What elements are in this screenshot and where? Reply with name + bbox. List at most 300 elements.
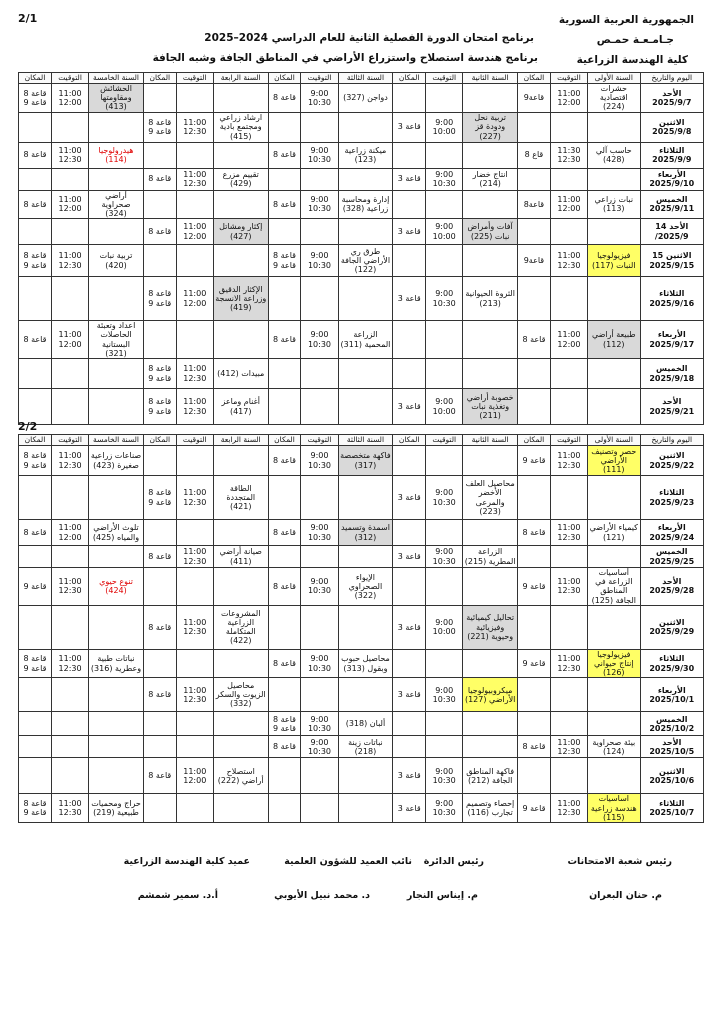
course-cell: [588, 476, 641, 520]
room-cell: [393, 321, 426, 359]
column-header: السنة الخامسة: [89, 435, 144, 446]
course-cell: [463, 321, 518, 359]
course-cell: [463, 245, 518, 277]
time-cell: 9:00 10:30: [301, 245, 338, 277]
room-cell: [268, 605, 301, 649]
room-cell: قاعة 8: [268, 736, 301, 758]
course-cell: تحاليل كيميائية وفيزيائية وحيوية (221): [463, 605, 518, 649]
room-cell: قاعة 8: [143, 678, 176, 712]
time-cell: [426, 359, 463, 389]
course-cell: [213, 794, 268, 823]
course-cell: [213, 520, 268, 546]
column-header: التوقيت: [176, 73, 213, 84]
course-cell: تلوث الأراضي والمياه (425): [89, 520, 144, 546]
course-cell: ميكروبيولوجيا الأراضي (127): [463, 678, 518, 712]
course-cell: كيمياء الأراضي (121): [588, 520, 641, 546]
room-cell: قاعة 8: [143, 605, 176, 649]
course-cell: محاصيل العلف الأخضر والمرعى (223): [463, 476, 518, 520]
course-cell: [463, 190, 518, 219]
dean-name: أ.د. سمير شمشم: [137, 890, 218, 901]
room-cell: [268, 476, 301, 520]
time-cell: [51, 476, 88, 520]
room-cell: [268, 389, 301, 425]
course-cell: [463, 359, 518, 389]
course-cell: تربية نحل ودودة قز (227): [463, 112, 518, 142]
room-cell: [268, 794, 301, 823]
column-header: المكان: [393, 435, 426, 446]
table-row: [19, 605, 704, 649]
time-cell: [51, 736, 88, 758]
table-row: [19, 520, 704, 546]
course-cell: [463, 649, 518, 678]
room-cell: قاعة 3: [393, 605, 426, 649]
vice-dean-title: نائب العميد للشؤون العلمية: [284, 856, 412, 867]
course-cell: الحشائش ومقاومتها (413): [89, 84, 144, 113]
time-cell: 9:00 10:00: [426, 389, 463, 425]
time-cell: [51, 605, 88, 649]
room-cell: [268, 546, 301, 568]
room-cell: قاعة 8: [518, 520, 551, 546]
room-cell: قاعة 9: [518, 794, 551, 823]
course-cell: هيدرولوجيا (114): [89, 142, 144, 168]
course-cell: ارشاد زراعي ومجتمع بادية (415): [213, 112, 268, 142]
room-cell: [393, 190, 426, 219]
time-cell: [426, 446, 463, 476]
day-date-cell: الثلاثاء 2025/9/9: [640, 142, 703, 168]
column-header: المكان: [518, 435, 551, 446]
column-header: السنة الثالثة: [338, 435, 393, 446]
time-cell: [176, 568, 213, 606]
course-cell: [338, 605, 393, 649]
room-cell: قاعة 8 قاعة 9: [19, 245, 52, 277]
room-cell: قاعة 8 قاعة 9: [143, 359, 176, 389]
course-cell: [463, 84, 518, 113]
table-row: [19, 321, 704, 359]
time-cell: 11:00 12:30: [550, 446, 587, 476]
time-cell: 11:00 12:30: [176, 389, 213, 425]
room-cell: قاعة 8 قاعة 9: [268, 712, 301, 736]
country-name: الجمهورية العربية السورية: [558, 14, 694, 26]
header-row: [19, 73, 704, 84]
room-cell: [518, 389, 551, 425]
time-cell: [51, 712, 88, 736]
vice-dean-name: د. محمد نبيل الأيوبي: [274, 890, 370, 901]
column-header: اليوم والتاريخ: [640, 73, 703, 84]
room-cell: [19, 359, 52, 389]
column-header: التوقيت: [51, 73, 88, 84]
time-cell: [426, 712, 463, 736]
page-number-1: 2/1: [18, 12, 38, 25]
day-date-cell: الأحد 2025/9/28: [640, 568, 703, 606]
time-cell: [550, 678, 587, 712]
table-row: [19, 245, 704, 277]
room-cell: [268, 168, 301, 190]
room-cell: [268, 678, 301, 712]
course-cell: [463, 520, 518, 546]
day-date-cell: الثلاثاء 2025/10/7: [640, 794, 703, 823]
room-cell: [143, 446, 176, 476]
time-cell: 11:00 12:00: [51, 321, 88, 359]
course-cell: [463, 736, 518, 758]
course-cell: [588, 219, 641, 245]
time-cell: [51, 546, 88, 568]
room-cell: [19, 476, 52, 520]
time-cell: [301, 359, 338, 389]
time-cell: 11:00 12:00: [550, 321, 587, 359]
time-cell: [301, 277, 338, 321]
course-cell: الطاقة المتجددة (421): [213, 476, 268, 520]
course-cell: [463, 446, 518, 476]
time-cell: 9:00 10:30: [301, 190, 338, 219]
time-cell: 11:00 12:30: [51, 649, 88, 678]
dean-title: عميد كلية الهندسة الزراعية: [123, 856, 250, 867]
room-cell: [518, 712, 551, 736]
room-cell: قاع 8: [518, 142, 551, 168]
table-row: [19, 476, 704, 520]
course-cell: [89, 758, 144, 794]
table-row: [19, 568, 704, 606]
exams-head-name: م. حنان البعران: [589, 890, 662, 901]
time-cell: [550, 712, 587, 736]
day-date-cell: الأحد 2025/9/21: [640, 389, 703, 425]
time-cell: [51, 758, 88, 794]
time-cell: 9:00 10:30: [301, 712, 338, 736]
time-cell: [301, 476, 338, 520]
column-header: السنة الثانية: [463, 73, 518, 84]
day-date-cell: الاثنين 2025/10/6: [640, 758, 703, 794]
room-cell: قاعة 8: [19, 190, 52, 219]
course-cell: نبات زراعي (113): [588, 190, 641, 219]
column-header: السنة الأولى: [588, 435, 641, 446]
header-row: [19, 435, 704, 446]
page-number-2: 2/2: [18, 420, 38, 433]
room-cell: قاعة 8 قاعة 9: [143, 112, 176, 142]
time-cell: [550, 112, 587, 142]
time-cell: 11:00 12:30: [51, 568, 88, 606]
column-header: المكان: [268, 435, 301, 446]
course-cell: فاكهة المناطق الجافة (212): [463, 758, 518, 794]
day-date-cell: الخميس 2025/9/25: [640, 546, 703, 568]
room-cell: قاعة 8: [268, 649, 301, 678]
course-cell: الثروة الحيوانية (213): [463, 277, 518, 321]
course-cell: حصر وتصنيف الأراضي (111): [588, 446, 641, 476]
faculty-name: كلية الهندسة الزراعية: [576, 54, 688, 66]
time-cell: [176, 190, 213, 219]
course-cell: إدارة ومحاسبة زراعية (328): [338, 190, 393, 219]
course-cell: [588, 546, 641, 568]
course-cell: [338, 277, 393, 321]
course-cell: [89, 219, 144, 245]
day-date-cell: الاثنين 15 2025/9/15: [640, 245, 703, 277]
time-cell: 11:00 12:30: [550, 649, 587, 678]
room-cell: [393, 142, 426, 168]
room-cell: قاعة 9: [518, 446, 551, 476]
room-cell: قاعة9: [518, 245, 551, 277]
room-cell: قاعة 8: [19, 142, 52, 168]
room-cell: [19, 736, 52, 758]
time-cell: [301, 758, 338, 794]
course-cell: [338, 758, 393, 794]
course-cell: [89, 168, 144, 190]
room-cell: [518, 758, 551, 794]
time-cell: [51, 219, 88, 245]
course-cell: طبيعة أراضي (112): [588, 321, 641, 359]
time-cell: 11:00 12:00: [550, 190, 587, 219]
time-cell: 9:00 10:30: [301, 649, 338, 678]
course-cell: [213, 245, 268, 277]
course-cell: دواجن (327): [338, 84, 393, 113]
room-cell: [143, 84, 176, 113]
time-cell: [176, 794, 213, 823]
day-date-cell: الاثنين 2025/9/29: [640, 605, 703, 649]
course-cell: [89, 112, 144, 142]
room-cell: قاعة 8: [518, 736, 551, 758]
time-cell: [426, 245, 463, 277]
day-date-cell: الأحد 2025/9/7: [640, 84, 703, 113]
time-cell: 9:00 10:30: [426, 476, 463, 520]
table-row: [19, 546, 704, 568]
room-cell: [19, 758, 52, 794]
time-cell: [176, 712, 213, 736]
column-header: السنة الرابعة: [213, 73, 268, 84]
time-cell: 11:00 12:30: [51, 245, 88, 277]
day-date-cell: الثلاثاء 2025/9/16: [640, 277, 703, 321]
time-cell: [550, 389, 587, 425]
room-cell: قاعة 3: [393, 678, 426, 712]
course-cell: تقييم مزرع (429): [213, 168, 268, 190]
exam-title: برنامج امتحان الدورة الفصلية الثانية للعام الدراسي 2024–2025: [204, 32, 534, 44]
course-cell: [588, 112, 641, 142]
column-header: المكان: [393, 73, 426, 84]
room-cell: قاعة 9: [19, 568, 52, 606]
time-cell: [51, 389, 88, 425]
course-cell: [213, 142, 268, 168]
course-cell: [89, 389, 144, 425]
day-date-cell: الأربعاء 2025/9/10: [640, 168, 703, 190]
program-subtitle: برنامج هندسة استصلاح واستزراع الأراضي في المناطق الجافة وشبه الجافة: [152, 52, 538, 64]
exam-table-page-1: [18, 72, 704, 425]
time-cell: [301, 168, 338, 190]
room-cell: قاعة 8: [518, 321, 551, 359]
room-cell: [393, 84, 426, 113]
column-header: السنة الرابعة: [213, 435, 268, 446]
day-date-cell: الأحد 2025/10/5: [640, 736, 703, 758]
column-header: التوقيت: [176, 435, 213, 446]
course-cell: الزراعة المطرية (215): [464, 547, 516, 566]
time-cell: 9:00 10:30: [301, 568, 338, 606]
day-date-cell: الخميس 2025/9/18: [640, 359, 703, 389]
time-cell: 11:00 12:30: [176, 605, 213, 649]
time-cell: [301, 546, 338, 568]
day-date-cell: الخميس 2025/10/2: [640, 712, 703, 736]
time-cell: [550, 758, 587, 794]
room-cell: [143, 649, 176, 678]
time-cell: 9:00 10:30: [301, 520, 338, 546]
time-cell: [176, 736, 213, 758]
room-cell: [19, 678, 52, 712]
column-header: التوقيت: [426, 435, 463, 446]
room-cell: [393, 245, 426, 277]
column-header: المكان: [518, 73, 551, 84]
course-cell: حشرات اقتصادية (224): [588, 84, 641, 113]
room-cell: [518, 678, 551, 712]
course-cell: إحصاء وتصميم تجارب (116): [463, 794, 518, 823]
room-cell: [518, 112, 551, 142]
course-cell: [213, 446, 268, 476]
room-cell: [143, 520, 176, 546]
room-cell: قاعة 9: [518, 568, 551, 606]
exam-table-page-2: [18, 434, 704, 823]
day-date-cell: الاثنين 2025/9/22: [640, 446, 703, 476]
room-cell: [143, 794, 176, 823]
time-cell: 11:00 12:00: [51, 520, 88, 546]
course-cell: [588, 359, 641, 389]
course-cell: انتاج خضار (214): [463, 168, 518, 190]
course-cell: [338, 168, 393, 190]
room-cell: [393, 568, 426, 606]
course-cell: محاصيل حبوب وبقول (313): [338, 649, 393, 678]
course-cell: نباتات طبية وعطرية (316): [89, 649, 144, 678]
time-cell: 9:00 10:30: [426, 794, 463, 823]
dept-head-title: رئيس الدائرة: [423, 856, 484, 867]
course-cell: تربية نبات (420): [89, 245, 144, 277]
course-cell: استصلاح أراضي (222): [213, 758, 268, 794]
table-row: [19, 389, 704, 425]
course-cell: محاصيل الزيوت والسكر (332): [213, 678, 268, 712]
table-row: [19, 219, 704, 245]
table-row: [19, 736, 704, 758]
time-cell: [51, 277, 88, 321]
course-cell: فاكهة متخصصة (317): [338, 446, 393, 476]
university-name: جـامـعـة حمـص: [596, 34, 674, 46]
course-cell: تنوع حيوي (424): [89, 568, 144, 606]
column-header: السنة الثالثة: [338, 73, 393, 84]
room-cell: [393, 649, 426, 678]
room-cell: [143, 321, 176, 359]
course-cell: حراج ومحميات طبيعية (219): [89, 794, 144, 823]
room-cell: [518, 168, 551, 190]
time-cell: 11:00 12:00: [176, 758, 213, 794]
exams-head-title: رئيس شعبة الامتحانات: [567, 856, 672, 867]
room-cell: قاعة9: [518, 84, 551, 113]
time-cell: 9:00 10:00: [426, 112, 463, 142]
room-cell: [19, 605, 52, 649]
room-cell: [143, 736, 176, 758]
room-cell: قاعة 3: [393, 476, 426, 520]
column-header: التوقيت: [301, 435, 338, 446]
room-cell: قاعة 9: [518, 649, 551, 678]
room-cell: قاعة 8: [143, 219, 176, 245]
course-cell: اعداد وتعبئة الحاصلات البستانية (321): [89, 321, 144, 359]
time-cell: [301, 112, 338, 142]
time-cell: [426, 649, 463, 678]
day-date-cell: الأربعاء 2025/10/1: [640, 678, 703, 712]
room-cell: [143, 142, 176, 168]
room-cell: [143, 568, 176, 606]
column-header: المكان: [143, 435, 176, 446]
time-cell: 9:00 10:00: [426, 219, 463, 245]
course-cell: [588, 168, 641, 190]
course-cell: الزراعة المحمية (311): [338, 321, 393, 359]
day-date-cell: الثلاثاء 2025/9/30: [640, 649, 703, 678]
table-row: [19, 446, 704, 476]
table-row: [19, 678, 704, 712]
time-cell: 9:00 10:30: [426, 168, 463, 190]
course-cell: ألبان (318): [338, 712, 393, 736]
time-cell: [426, 568, 463, 606]
room-cell: قاعة 8 قاعة 9: [143, 277, 176, 321]
time-cell: 11:00 12:30: [176, 112, 213, 142]
table-row: [19, 794, 704, 823]
room-cell: قاعة 3: [393, 389, 426, 425]
column-header: التوقيت: [51, 435, 88, 446]
course-cell: [588, 277, 641, 321]
course-cell: [338, 678, 393, 712]
time-cell: 9:00 10:30: [426, 678, 463, 712]
room-cell: قاعة 8: [143, 546, 176, 568]
table-row: [19, 142, 704, 168]
time-cell: [550, 277, 587, 321]
table-row: [19, 359, 704, 389]
day-date-cell: الثلاثاء 2025/9/23: [640, 476, 703, 520]
time-cell: [426, 520, 463, 546]
table-row: [19, 84, 704, 113]
course-cell: الإكثار الدقيق وزراعة الانسجة (419): [213, 277, 268, 321]
room-cell: قاعة 8 قاعة 9: [19, 446, 52, 476]
table-row: [19, 190, 704, 219]
course-cell: [89, 546, 144, 568]
room-cell: [518, 219, 551, 245]
room-cell: قاعة 8 قاعة 9: [143, 389, 176, 425]
time-cell: [301, 678, 338, 712]
day-date-cell: الاثنين 2025/9/8: [640, 112, 703, 142]
course-cell: [338, 112, 393, 142]
course-cell: مبيدات (412): [213, 359, 268, 389]
course-cell: [89, 736, 144, 758]
course-cell: [463, 142, 518, 168]
room-cell: [19, 712, 52, 736]
room-cell: قاعة 8 قاعة 9: [143, 476, 176, 520]
course-cell: [338, 794, 393, 823]
time-cell: [550, 219, 587, 245]
room-cell: قاعة 8: [268, 520, 301, 546]
time-cell: 11:00 12:30: [550, 520, 587, 546]
time-cell: 11:00 12:30: [51, 446, 88, 476]
room-cell: [143, 712, 176, 736]
column-header: اليوم والتاريخ: [640, 435, 703, 446]
course-cell: [338, 476, 393, 520]
room-cell: قاعة 3: [393, 168, 426, 190]
course-cell: [213, 190, 268, 219]
room-cell: [268, 219, 301, 245]
time-cell: [176, 245, 213, 277]
time-cell: [426, 190, 463, 219]
column-header: السنة الثانية: [463, 435, 518, 446]
column-header: المكان: [19, 73, 52, 84]
column-header: المكان: [143, 73, 176, 84]
course-cell: صيانة أراضي (411): [213, 546, 268, 568]
course-cell: بيئة صحراوية (124): [588, 736, 641, 758]
time-cell: 11:00 12:30: [176, 546, 213, 568]
column-header: التوقيت: [550, 435, 587, 446]
course-cell: اساسيات هندسة زراعية (115): [588, 794, 641, 823]
room-cell: قاعة 8: [268, 84, 301, 113]
column-header: السنة الأولى: [588, 73, 641, 84]
room-cell: [268, 359, 301, 389]
column-header: المكان: [268, 73, 301, 84]
room-cell: [19, 219, 52, 245]
course-cell: [588, 758, 641, 794]
